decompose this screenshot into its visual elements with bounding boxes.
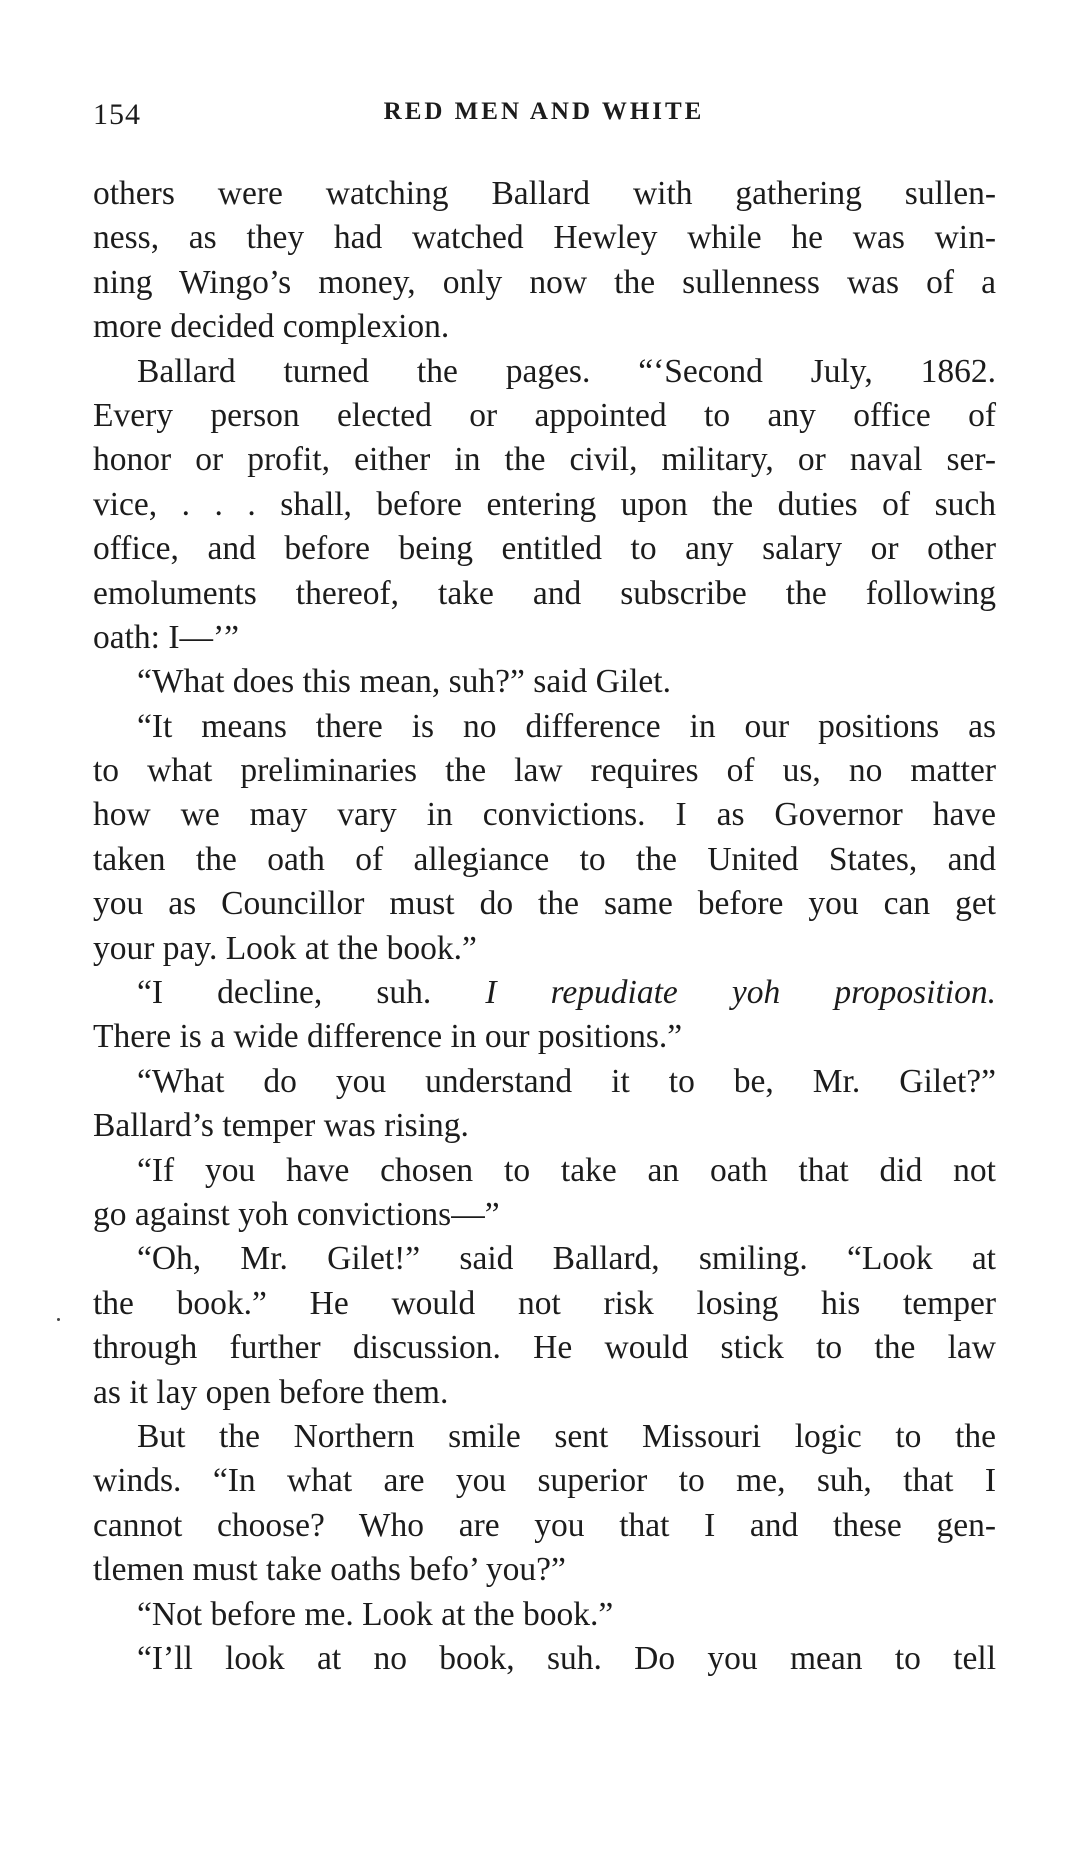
text-line: more decided complexion. — [93, 308, 450, 346]
text-line: to what preliminaries the law requires of us, no matter — [93, 752, 996, 790]
text-line: Ballard turned the pages. “‘Second July, 1862. — [137, 352, 996, 390]
text-line: “Oh, Mr. Gilet!” said Ballard, smiling. “Look at — [137, 1240, 996, 1278]
running-title: RED MEN AND WHITE — [383, 98, 705, 125]
text-line: “Not before me. Look at the book.” — [137, 1595, 614, 1633]
text-line: you as Councillor must do the same before you can get — [93, 885, 996, 923]
text-line: vice, . . . shall, before entering upon the duties of such — [93, 485, 996, 523]
text-line: “What does this mean, suh?” said Gilet. — [137, 663, 671, 701]
text-line: “I decline, suh. I repudiate yoh proposition. — [137, 974, 996, 1012]
text-line: office, and before being entitled to any salary or other — [93, 530, 996, 568]
text-line: honor or profit, either in the civil, military, or naval ser- — [93, 441, 996, 479]
margin-speck — [57, 1318, 60, 1321]
text-line: emoluments thereof, take and subscribe the following — [93, 574, 996, 612]
text-line: how we may vary in convictions. I as Governor have — [93, 796, 996, 834]
text-line: Ballard’s temper was rising. — [93, 1107, 469, 1145]
text-line: the book.” He would not risk losing his temper — [93, 1284, 996, 1322]
text-line: taken the oath of allegiance to the United States, and — [93, 840, 996, 878]
text-line: ning Wingo’s money, only now the sullenness was of a — [93, 263, 996, 301]
text-line: as it lay open before them. — [93, 1373, 449, 1411]
page-header — [93, 98, 995, 138]
text-line: cannot choose? Who are you that I and these gen- — [93, 1506, 996, 1544]
text-line: Every person elected or appointed to any office of — [93, 396, 996, 434]
italic-phrase: I repudiate yoh proposition. — [485, 974, 996, 1012]
text-line: go against yoh convictions—” — [93, 1195, 500, 1233]
text-line: “What do you understand it to be, Mr. Gilet?” — [137, 1062, 996, 1100]
text-line: But the Northern smile sent Missouri logic to the — [137, 1417, 996, 1455]
body-text — [93, 172, 996, 1681]
text-line: others were watching Ballard with gathering sullen- — [93, 175, 996, 212]
text-line: tlemen must take oaths befo’ you?” — [93, 1551, 566, 1589]
text-line: There is a wide difference in our positions.” — [93, 1018, 683, 1056]
text-line: “If you have chosen to take an oath that did not — [137, 1151, 996, 1189]
page-number: 154 — [93, 98, 141, 131]
text-line: “I’ll look at no book, suh. Do you mean to tell — [137, 1639, 996, 1677]
text-line: oath: I—’” — [93, 618, 240, 656]
text-line: “It means there is no difference in our positions as — [137, 707, 996, 745]
text-line: your pay. Look at the book.” — [93, 929, 477, 967]
text-line: winds. “In what are you superior to me, suh, that I — [93, 1462, 996, 1500]
text-line: ness, as they had watched Hewley while he was win- — [93, 219, 996, 257]
text-line: through further discussion. He would stick to the law — [93, 1329, 996, 1367]
